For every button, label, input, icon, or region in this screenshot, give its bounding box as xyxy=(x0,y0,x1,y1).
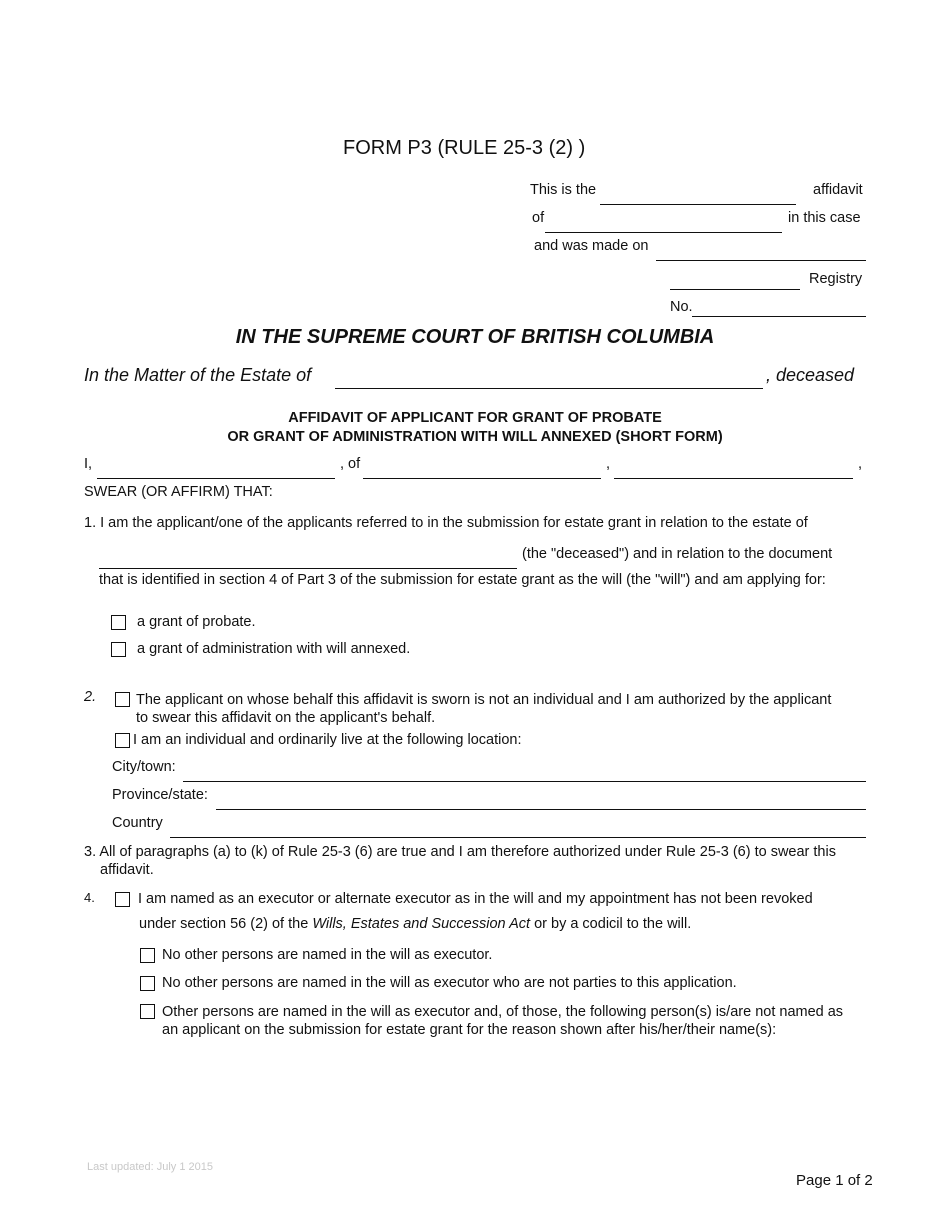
estate-suffix: , deceased xyxy=(766,365,855,385)
country-label: Country xyxy=(112,815,163,831)
admin-checkbox[interactable] xyxy=(111,642,126,657)
page-number: Page 1 of 2 xyxy=(796,1172,873,1189)
affidavit-label: affidavit xyxy=(813,182,863,198)
estate-prefix: In the Matter of the Estate of xyxy=(84,365,312,385)
city-label: City/town: xyxy=(112,759,176,775)
made-on-label: and was made on xyxy=(534,238,649,254)
affidavit-title-line1: AFFIDAVIT OF APPLICANT FOR GRANT OF PROBATE xyxy=(288,410,662,426)
applicant-name-field[interactable] xyxy=(97,478,335,479)
no-other-executors-checkbox[interactable] xyxy=(140,948,155,963)
para1-text3: that is identified in section 4 of Part 3 of the submission for estate grant as the will (the "will") and am applying for: xyxy=(99,572,826,588)
registry-label: Registry xyxy=(809,271,863,287)
applicant-occupation-field[interactable] xyxy=(614,478,853,479)
not-individual-checkbox[interactable] xyxy=(115,692,130,707)
para4-number: 4. xyxy=(84,890,95,905)
para1-text1: 1. I am the applicant/one of the applicants referred to in the submission for estate grant in relation to the estate of xyxy=(84,515,808,531)
intro-i: I, xyxy=(84,456,93,472)
probate-checkbox[interactable] xyxy=(111,615,126,630)
estate-name-field[interactable] xyxy=(335,388,763,389)
affidavit-title-line2: OR GRANT OF ADMINISTRATION WITH WILL ANNEXED (SHORT FORM) xyxy=(227,429,723,445)
para1-text2: (the "deceased") and in relation to the document xyxy=(522,546,833,562)
intro-of: , of xyxy=(340,456,361,472)
no-other-nonparty-executors-label: No other persons are named in the will as executor who are not parties to this application. xyxy=(162,975,737,991)
para4-text2-pre: under section 56 (2) of the xyxy=(139,916,309,932)
wesa-act-title: Wills, Estates and Succession Act xyxy=(312,916,531,932)
admin-label: a grant of administration with will annexed. xyxy=(137,641,411,657)
country-field[interactable] xyxy=(170,837,866,838)
registry-field[interactable] xyxy=(670,289,800,290)
applicant-address-field[interactable] xyxy=(363,478,601,479)
no-other-nonparty-executors-checkbox[interactable] xyxy=(140,976,155,991)
para4-text1: I am named as an executor or alternate executor as in the will and my appointment has not been revoked xyxy=(138,891,813,907)
no-other-executors-label: No other persons are named in the will as executor. xyxy=(162,947,493,963)
of-label: of xyxy=(532,210,545,226)
intro-comma-1: , xyxy=(606,456,611,472)
deceased-name-field[interactable] xyxy=(99,568,517,569)
individual-checkbox[interactable] xyxy=(115,733,130,748)
form-title: FORM P3 (RULE 25-3 (2) ) xyxy=(343,137,586,159)
this-is-the-label: This is the xyxy=(530,182,597,198)
file-number-field[interactable] xyxy=(692,316,866,317)
para3-text: 3. All of paragraphs (a) to (k) of Rule 25-3 (6) are true and I am therefore authorized under Rule 25-3 (6) to swear this affidavit. xyxy=(84,844,836,878)
city-field[interactable] xyxy=(183,781,866,782)
intro-comma-2: , xyxy=(858,456,863,472)
executor-checkbox[interactable] xyxy=(115,892,130,907)
para2-number: 2. xyxy=(84,689,97,705)
last-updated: Last updated: July 1 2015 xyxy=(87,1161,213,1173)
swear-heading: SWEAR (OR AFFIRM) THAT: xyxy=(84,484,273,500)
probate-label: a grant of probate. xyxy=(137,614,256,630)
in-this-case-label: in this case xyxy=(788,210,861,226)
other-executors-checkbox[interactable] xyxy=(140,1004,155,1019)
para4-text2-post: or by a codicil to the will. xyxy=(534,916,692,932)
affidavit-number-field[interactable] xyxy=(600,204,796,205)
province-field[interactable] xyxy=(216,809,866,810)
deponent-field[interactable] xyxy=(545,232,782,233)
not-individual-label: The applicant on whose behalf this affidavit is sworn is not an individual and I am authorized by the applicant to swear this affidavit on the applicant's behalf. xyxy=(136,692,832,726)
province-label: Province/state: xyxy=(112,787,208,803)
individual-label: I am an individual and ordinarily live at the following location: xyxy=(133,732,522,748)
no-label: No. xyxy=(670,299,693,315)
made-on-date-field[interactable] xyxy=(656,260,866,261)
para4-text2 xyxy=(139,916,691,932)
court-title: IN THE SUPREME COURT OF BRITISH COLUMBIA xyxy=(235,326,715,348)
other-executors-label: Other persons are named in the will as executor and, of those, the following person(s) is/are not named as an applicant on the submission for estate grant for the reason shown after his/her/their name(s): xyxy=(162,1004,844,1038)
